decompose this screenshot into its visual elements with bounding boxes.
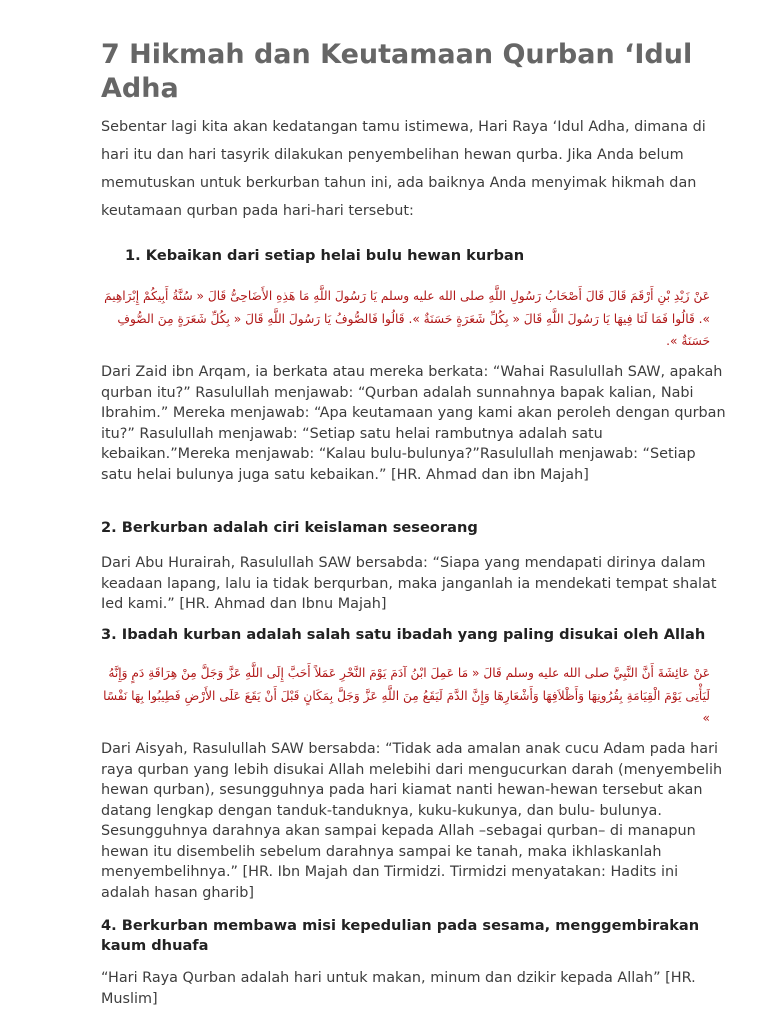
intro-paragraph: Sebentar lagi kita akan kedatangan tamu istimewa, Hari Raya ‘Idul Adha, dimana di hari itu dan hari tasyrik dilakukan penyembelihan hewan qurba. Jika Anda belum memutuskan untuk berkurban tahun ini, ada baiknya Anda menyimak hikmah dan keutamaan qurban pada hari-hari tersebut:: [101, 119, 706, 219]
section-3-paragraph: Dari Aisyah, Rasulullah SAW bersabda: “Tidak ada amalan anak cucu Adam pada hari raya qurban yang lebih disukai Allah melebihi dari mengucurkan darah (menyembelih hewan qurban), sesungguhnya pada hari kiamat nanti hewan-hewan tersebut akan datang lengkap dengan tanduk-tanduknya, kuku-kukunya, dan bulu- bulunya. Sesungguhnya darahnya akan sampai kepada Allah –sebagai qurban– di manapun hewan itu disembelih sebelum darahnya sampai ke tanah, maka ikhlaskanlah menyembelihnya.” [HR. Ibn Majah dan Tirmidzi. Tirmidzi menyatakan: Hadits ini adalah hasan gharib]: [101, 741, 723, 901]
section-4-paragraph: “Hari Raya Qurban adalah hari untuk makan, minum dan dzikir kepada Allah” [HR. Muslim]: [101, 970, 696, 1007]
section-2-heading: 2. Berkurban adalah ciri keislaman seseorang: [101, 519, 478, 536]
section-3-arabic-hadith: عَنْ عَائِشَةَ أَنَّ النَّبِيَّ صلى الله عليه وسلم قَالَ « مَا عَمِلَ ابْنُ آدَمَ يَوْمَ النَّحْرِ عَمَلاً أَحَبَّ إِلَى اللَّهِ عَزَّ وَجَلَّ مِنْ هِرَاقَةِ دَمٍ وَإِنَّهُ لَيَأْتِى يَوْمَ الْقِيَامَةِ بِقُرُونِهَا وَأَظْلاَفِهَا وَأَشْعَارِهَا وَإِنَّ الدَّمَ لَيَقَعُ مِنَ اللَّهِ عَزَّ وَجَلَّ بِمَكَانٍ قَبْلَ أَنْ يَقَعَ عَلَى الأَرْضِ فَطِيبُوا بِهَا نَفْسًا »: [103, 666, 710, 725]
article-title: 7 Hikmah dan Keutamaan Qurban ‘Idul Adha: [101, 39, 693, 104]
section-2-paragraph: Dari Abu Hurairah, Rasulullah SAW bersabda: “Siapa yang mendapati dirinya dalam keadaan lapang, lalu ia tidak berqurban, maka janganlah ia mendekati tempat shalat Ied kami.” [HR. Ahmad dan Ibnu Majah]: [101, 555, 717, 612]
section-3-heading: 3. Ibadah kurban adalah salah satu ibadah yang paling disukai oleh Allah: [101, 626, 706, 643]
section-1-paragraph: Dari Zaid ibn Arqam, ia berkata atau mereka berkata: “Wahai Rasulullah SAW, apakah qurban itu?” Rasulullah menjawab: “Qurban adalah sunnahnya bapak kalian, Nabi Ibrahim.” Mereka menjawab: “Apa keutamaan yang kami akan peroleh dengan qurban itu?” Rasulullah menjawab: “Setiap satu helai rambutnya adalah satu kebaikan.”Mereka menjawab: “Kalau bulu-bulunya?”Rasulullah menjawab: “Setiap satu helai bulunya juga satu kebaikan.” [HR. Ahmad dan ibn Majah]: [101, 364, 726, 483]
section-4-heading: 4. Berkurban membawa misi kepedulian pada sesama, menggembirakan kaum dhuafa: [101, 917, 700, 954]
section-1-arabic-hadith: عَنْ زَيْدِ بْنِ أَرْقَمَ قَالَ قَالَ أَصْحَابُ رَسُولِ اللَّهِ صلى الله عليه وسلم يَا رَسُولَ اللَّهِ مَا هَذِهِ الأَضَاحِىُّ قَالَ « سُنَّةُ أَبِيكُمْ إِبْرَاهِيمَ ». قَالُوا فَمَا لَنَا فِيهَا يَا رَسُولَ اللَّهِ قَالَ « بِكُلِّ شَعَرَةٍ حَسَنَةٌ ». قَالُوا فَالصُّوفُ يَا رَسُولَ اللَّهِ قَالَ « بِكُلِّ شَعَرَةٍ مِنَ الصُّوفِ حَسَنَةٌ ».: [104, 289, 710, 348]
section-1-heading: 1. Kebaikan dari setiap helai bulu hewan kurban: [125, 247, 525, 264]
